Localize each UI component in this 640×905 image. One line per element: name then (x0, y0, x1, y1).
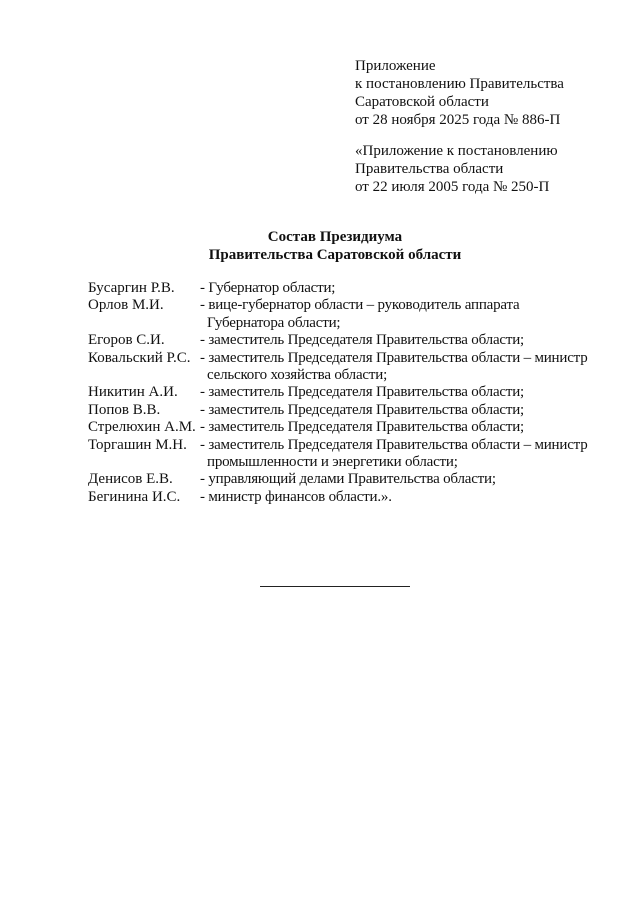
member-name: Стрелюхин А.М. (88, 419, 196, 436)
header-line: от 22 июля 2005 года № 250-П (355, 179, 550, 195)
member-row (88, 437, 598, 472)
document-title (0, 228, 640, 264)
member-name: Бусаргин Р.В. (88, 280, 175, 296)
title-line: Состав Президиума (267, 229, 403, 245)
member-row (88, 471, 598, 488)
member-row (88, 350, 598, 385)
member-role: - заместитель Председателя Правительства области; (200, 332, 525, 349)
member-name: Денисов Е.В. (88, 471, 173, 488)
title-line: Правительства Саратовской области (208, 247, 462, 263)
member-role: - заместитель Председателя Правительства области; (200, 384, 525, 401)
member-row (88, 332, 598, 349)
member-row (88, 297, 598, 332)
header-line: Саратовской области (355, 94, 489, 110)
original-appendix-header (355, 142, 558, 196)
header-line: от 28 ноября 2025 года № 886-П (355, 112, 561, 128)
member-name: Никитин А.И. (88, 384, 178, 401)
member-role: - заместитель Председателя Правительства области; (200, 401, 525, 418)
header-line: Приложение (355, 58, 436, 74)
member-name: Попов В.В. (88, 401, 161, 418)
member-row (88, 419, 598, 436)
header-line: «Приложение к постановлению (355, 143, 558, 159)
member-role: - управляющий делами Правительства области; (200, 471, 496, 488)
header-line: Правительства области (355, 161, 504, 177)
members-list (88, 280, 598, 506)
member-row (88, 280, 598, 297)
member-role: - министр финансов области.». (200, 488, 392, 505)
appendix-header (355, 57, 564, 129)
member-role: - заместитель Председателя Правительства области – министр сельского хозяйства области; (200, 349, 588, 384)
member-role: - Губернатор области; (200, 280, 336, 296)
member-row (88, 384, 598, 401)
member-name: Бегинина И.С. (88, 488, 181, 505)
separator-line (260, 586, 410, 587)
member-name: Егоров С.И. (88, 332, 165, 349)
member-name: Орлов М.И. (88, 297, 164, 314)
header-line: к постановлению Правительства (355, 76, 564, 92)
member-role: - заместитель Председателя Правительства области – министр промышленности и энергетики области; (200, 436, 588, 471)
member-role: - заместитель Председателя Правительства области; (200, 419, 525, 436)
member-row (88, 489, 598, 506)
member-row (88, 402, 598, 419)
member-role: - вице-губернатор области – руководитель аппарата Губернатора области; (200, 297, 520, 331)
member-name: Торгашин М.Н. (88, 436, 187, 453)
member-name: Ковальский Р.С. (88, 349, 191, 366)
